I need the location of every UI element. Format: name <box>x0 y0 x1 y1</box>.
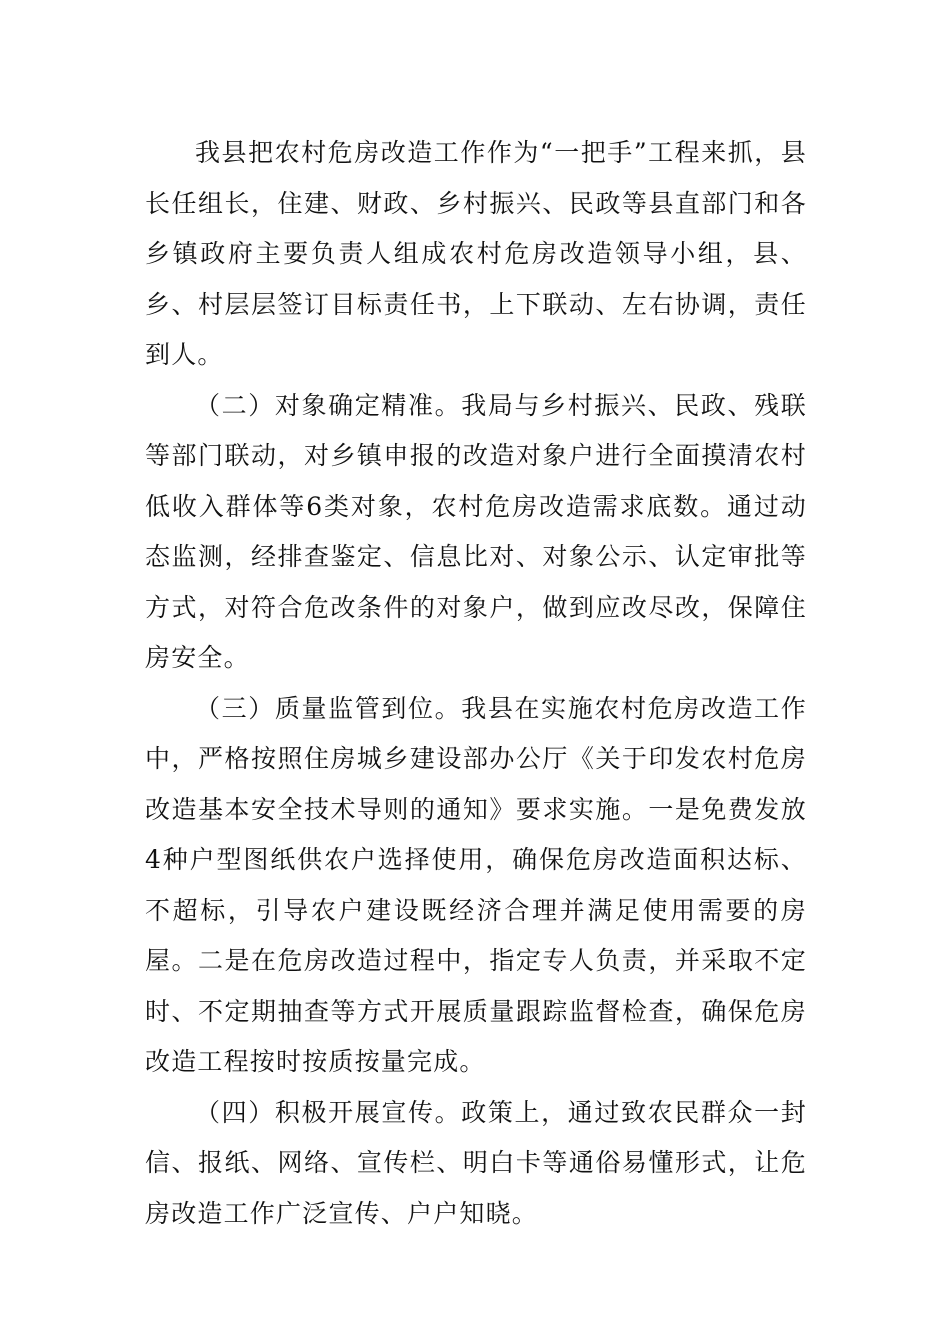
paragraph-target-identification: （二）对象确定精准。我局与乡村振兴、民政、残联等部门联动，对乡镇申报的改造对象户进行全面摸清农村低收入群体等6类对象，农村危房改造需求底数。通过动态监测，经排查鉴定、信息比对、对象公示、认定审批等方式，对符合危改条件的对象户，做到应改尽改，保障住房安全。 <box>145 390 807 672</box>
paragraph-quality-supervision: （三）质量监管到位。我县在实施农村危房改造工作中，严格按照住房城乡建设部办公厅《关于印发农村危房改造基本安全技术导则的通知》要求实施。一是免费发放4种户型图纸供农户选择使用，确保危房改造面积达标、不超标，引导农户建设既经济合理并满足使用需要的房屋。二是在危房改造过程中，指定专人负责，并采取不定时、不定期抽查等方式开展质量跟踪监督检查，确保危房改造工程按时按质按量完成。 <box>145 693 807 1076</box>
paragraph-publicity: （四）积极开展宣传。政策上，通过致农民群众一封信、报纸、网络、宣传栏、明白卡等通俗易懂形式，让危房改造工作广泛宣传、户户知晓。 <box>145 1097 807 1228</box>
paragraph-leadership: 我县把农村危房改造工作作为“一把手”工程来抓，县长任组长，住建、财政、乡村振兴、民政等县直部门和各乡镇政府主要负责人组成农村危房改造领导小组，县、乡、村层层签订目标责任书，上下联动、左右协调，责任到人。 <box>145 138 807 369</box>
document-body <box>145 128 807 1239</box>
